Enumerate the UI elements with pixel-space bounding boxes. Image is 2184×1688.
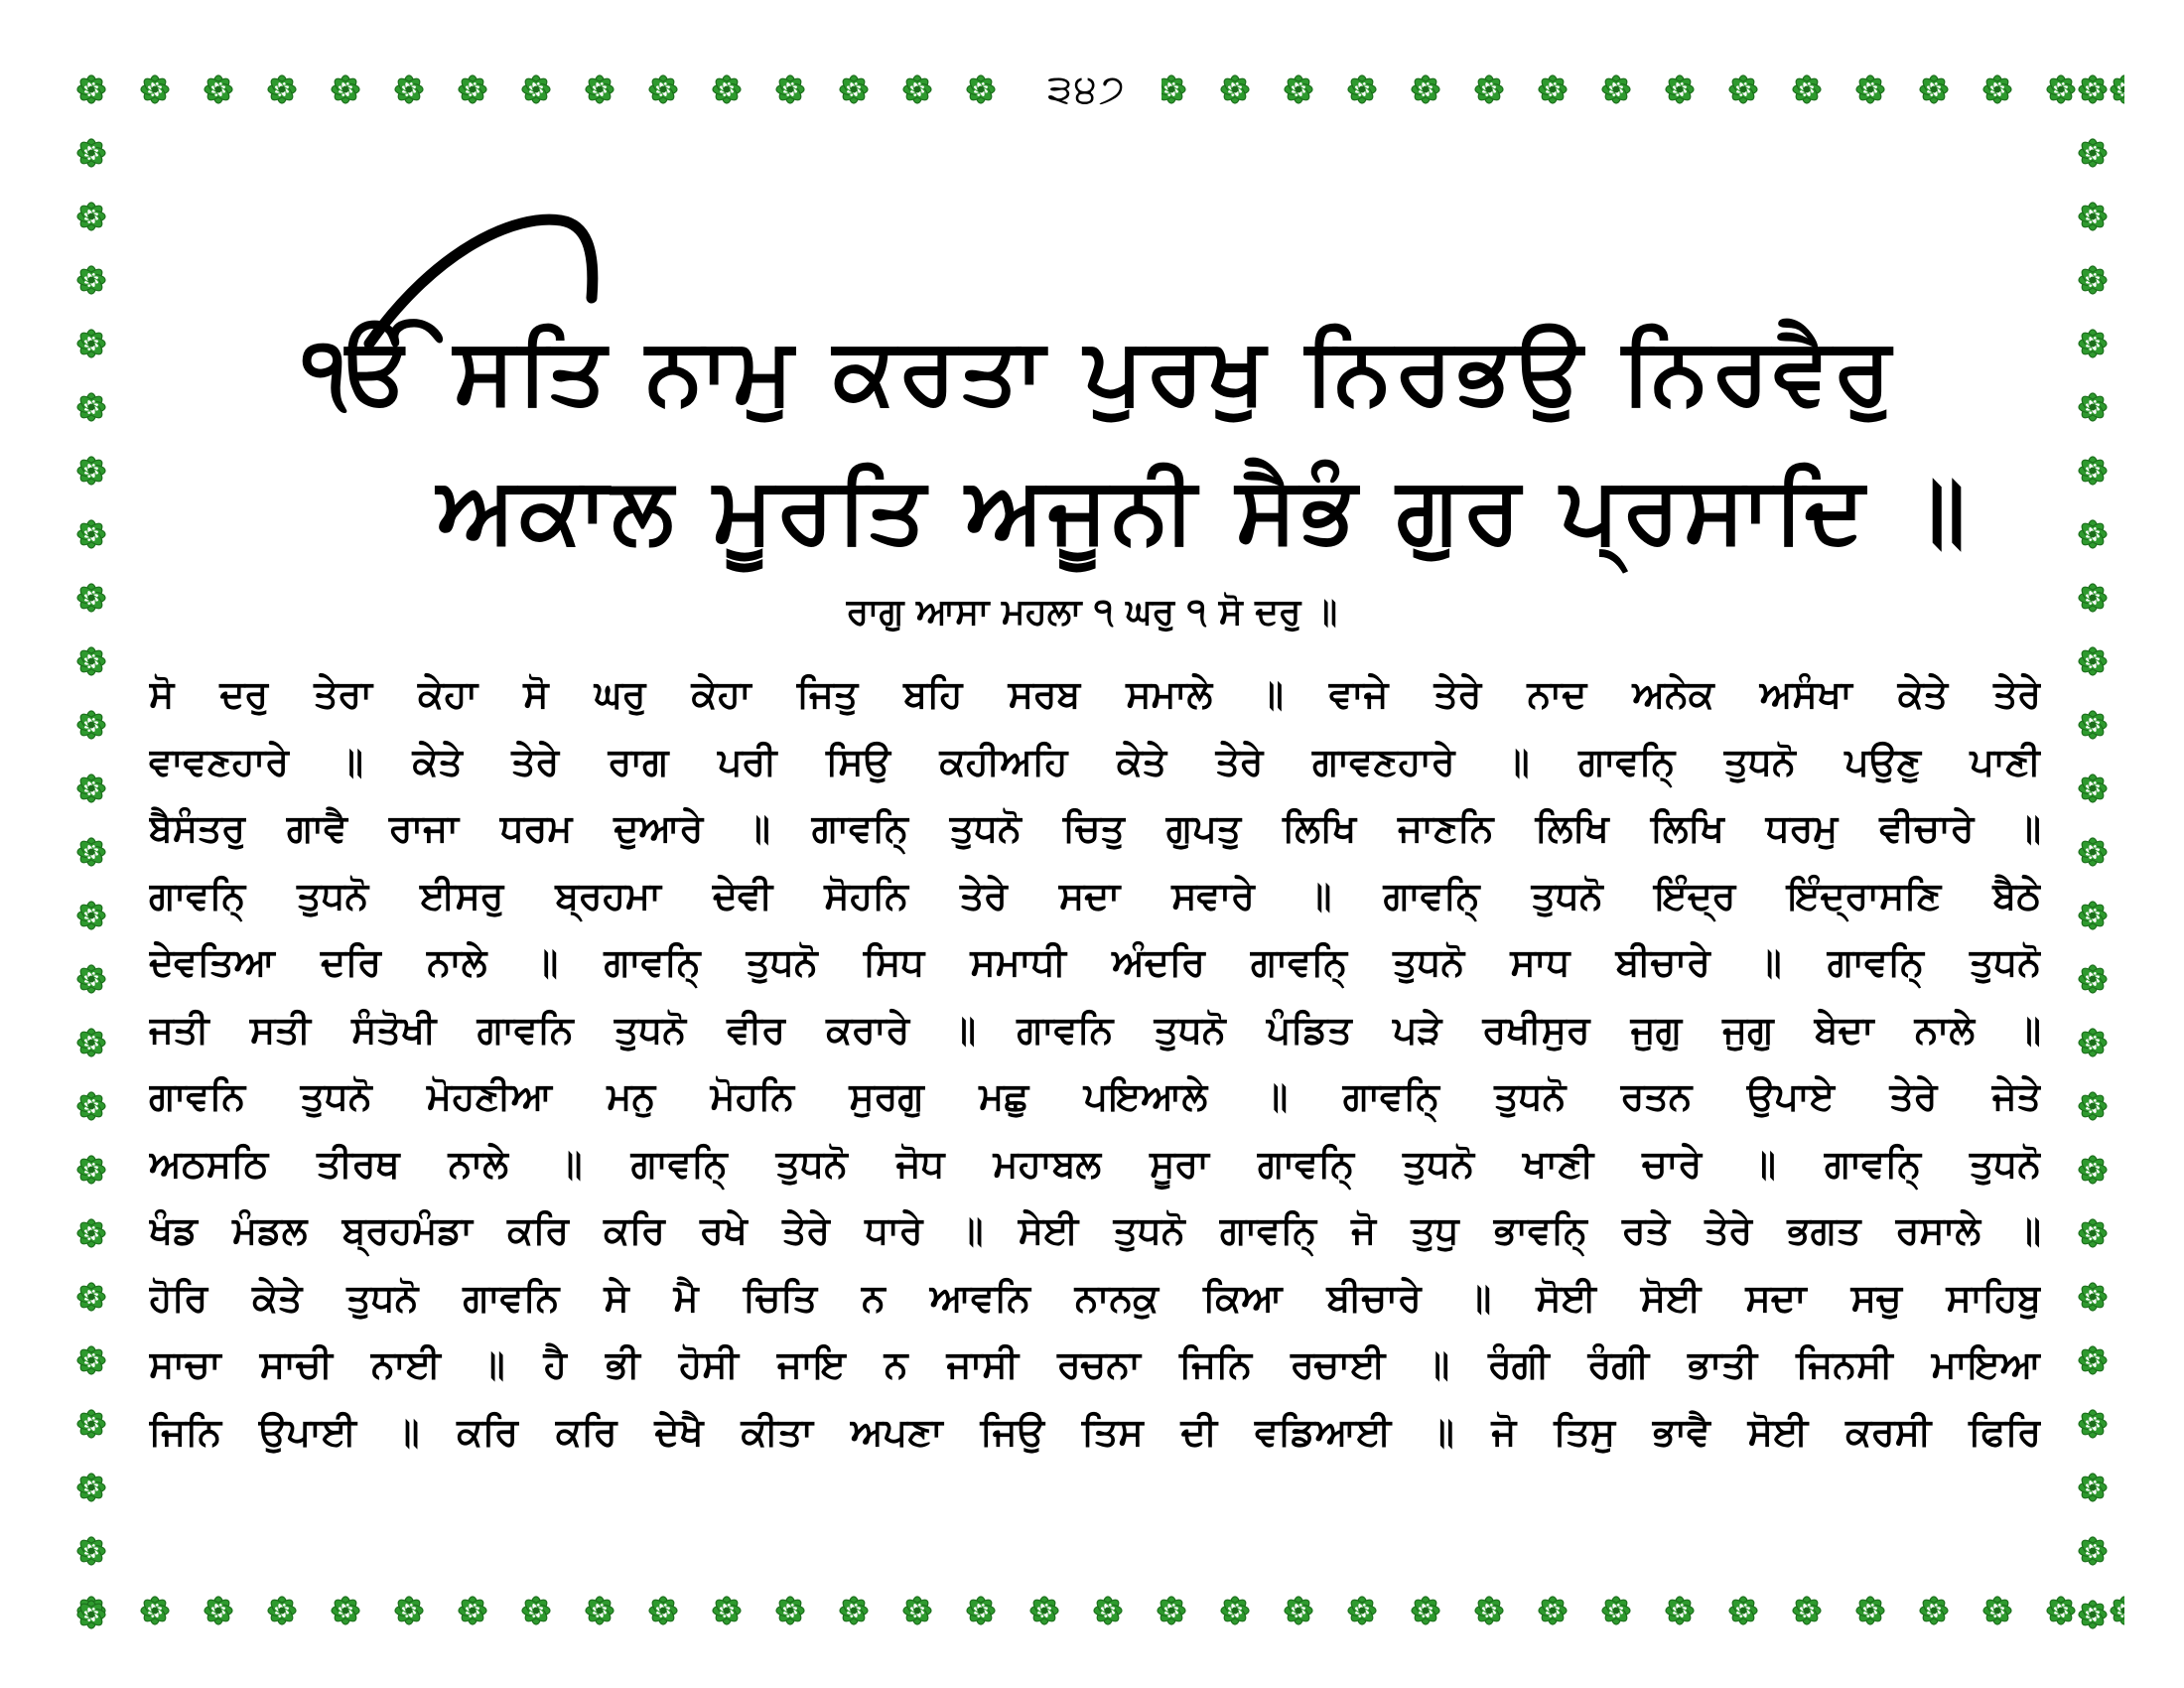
text-line: ਗਾਵਨਿ੍ ਤੁਧਨੋ ਈਸਰੁ ਬ੍ਰਹਮਾ ਦੇਵੀ ਸੋਹਨਿ ਤੇਰੇ ਸਦਾ ਸਵਾਰੇ ॥ ਗਾਵਨਿ੍ ਤੁਧਨੋ ਇੰਦ੍ਰ ਇੰਦ੍ਰਾਸਣਿ ਬੈਠੇ: [149, 873, 2041, 917]
mool-mantar-line-2: ਅਕਾਲ ਮੂਰਤਿ ਅਜੂਨੀ ਸੈਭੰ ਗੁਰ ਪ੍ਰਸਾਦਿ ॥: [437, 457, 1971, 563]
raag-heading: ਰਾਗੁ ਆਸਾ ਮਹਲਾ ੧ ਘਰੁ ੧ ਸੋ ਦਰੁ ॥: [846, 592, 1338, 633]
text-line: ਜਤੀ ਸਤੀ ਸੰਤੋਖੀ ਗਾਵਨਿ ਤੁਧਨੋ ਵੀਰ ਕਰਾਰੇ ॥ ਗਾਵਨਿ ਤੁਧਨੋ ਪੰਡਿਤ ਪੜੇ ਰਖੀਸੁਰ ਜੁਗੁ ਜੁਗੁ ਬੇਦਾ ਨਾਲੇ ॥: [149, 1007, 2041, 1052]
text-line: ਹੋਰਿ ਕੇਤੇ ਤੁਧਨੋ ਗਾਵਨਿ ਸੇ ਮੈ ਚਿਤਿ ਨ ਆਵਨਿ ਨਾਨਕੁ ਕਿਆ ਬੀਚਾਰੇ ॥ ਸੋਈ ਸੋਈ ਸਦਾ ਸਚੁ ਸਾਹਿਬੁ: [149, 1275, 2041, 1320]
text-line: ਦੇਵਤਿਆ ਦਰਿ ਨਾਲੇ ॥ ਗਾਵਨਿ੍ ਤੁਧਨੋ ਸਿਧ ਸਮਾਧੀ ਅੰਦਰਿ ਗਾਵਨਿ੍ ਤੁਧਨੋ ਸਾਧ ਬੀਚਾਰੇ ॥ ਗਾਵਨਿ੍ ਤੁਧਨੋ: [149, 940, 2041, 984]
hymn-text: [149, 661, 2041, 1466]
text-line: ਅਠਸਠਿ ਤੀਰਥ ਨਾਲੇ ॥ ਗਾਵਨਿ੍ ਤੁਧਨੋ ਜੋਧ ਮਹਾਬਲ ਸੂਰਾ ਗਾਵਨਿ੍ ਤੁਧਨੋ ਖਾਣੀ ਚਾਰੇ ॥ ਗਾਵਨਿ੍ ਤੁਧਨੋ: [149, 1141, 2041, 1186]
text-line: ਸਾਚਾ ਸਾਚੀ ਨਾਈ ॥ ਹੈ ਭੀ ਹੋਸੀ ਜਾਇ ਨ ਜਾਸੀ ਰਚਨਾ ਜਿਨਿ ਰਚਾਈ ॥ ਰੰਗੀ ਰੰਗੀ ਭਾਤੀ ਜਿਨਸੀ ਮਾਇਆ: [149, 1342, 2041, 1386]
text-line: ਖੰਡ ਮੰਡਲ ਬ੍ਰਹਮੰਡਾ ਕਰਿ ਕਰਿ ਰਖੇ ਤੇਰੇ ਧਾਰੇ ॥ ਸੇਈ ਤੁਧਨੋ ਗਾਵਨਿ੍ ਜੋ ਤੁਧੁ ਭਾਵਨਿ੍ ਰਤੇ ਤੇਰੇ ਭਗਤ ਰਸਾਲੇ ॥: [149, 1208, 2041, 1252]
page-number: ੩੪੭: [1047, 67, 1127, 112]
text-line: ਗਾਵਨਿ ਤੁਧਨੋ ਮੋਹਣੀਆ ਮਨੁ ਮੋਹਨਿ ਸੁਰਗੁ ਮਛੁ ਪਇਆਲੇ ॥ ਗਾਵਨਿ੍ ਤੁਧਨੋ ਰਤਨ ਉਪਾਏ ਤੇਰੇ ਜੇਤੇ: [149, 1074, 2041, 1118]
text-line: ਜਿਨਿ ਉਪਾਈ ॥ ਕਰਿ ਕਰਿ ਦੇਖੈ ਕੀਤਾ ਅਪਣਾ ਜਿਉ ਤਿਸ ਦੀ ਵਡਿਆਈ ॥ ਜੋ ਤਿਸੁ ਭਾਵੈ ਸੋਈ ਕਰਸੀ ਫਿਰਿ: [149, 1409, 2041, 1454]
mool-mantar-line-1: ੴ ਸਤਿ ਨਾਮੁ ਕਰਤਾ ਪੁਰਖੁ ਨਿਰਭਉ ਨਿਰਵੈਰੁ: [303, 318, 1895, 424]
text-line: ਵਾਵਣਹਾਰੇ ॥ ਕੇਤੇ ਤੇਰੇ ਰਾਗ ਪਰੀ ਸਿਉ ਕਹੀਅਹਿ ਕੇਤੇ ਤੇਰੇ ਗਾਵਣਹਾਰੇ ॥ ਗਾਵਨਿ੍ ਤੁਧਨੋ ਪਉਣੁ ਪਾਣੀ: [149, 739, 2041, 783]
text-line: ਸੋ ਦਰੁ ਤੇਰਾ ਕੇਹਾ ਸੋ ਘਰੁ ਕੇਹਾ ਜਿਤੁ ਬਹਿ ਸਰਬ ਸਮਾਲੇ ॥ ਵਾਜੇ ਤੇਰੇ ਨਾਦ ਅਨੇਕ ਅਸੰਖਾ ਕੇਤੇ ਤੇਰੇ: [149, 672, 2041, 716]
text-line: ਬੈਸੰਤਰੁ ਗਾਵੈ ਰਾਜਾ ਧਰਮ ਦੁਆਰੇ ॥ ਗਾਵਨਿ੍ ਤੁਧਨੋ ਚਿਤੁ ਗੁਪਤੁ ਲਿਖਿ ਜਾਣਨਿ ਲਿਖਿ ਲਿਖਿ ਧਰਮੁ ਵੀਚਾਰੇ ॥: [149, 806, 2041, 850]
